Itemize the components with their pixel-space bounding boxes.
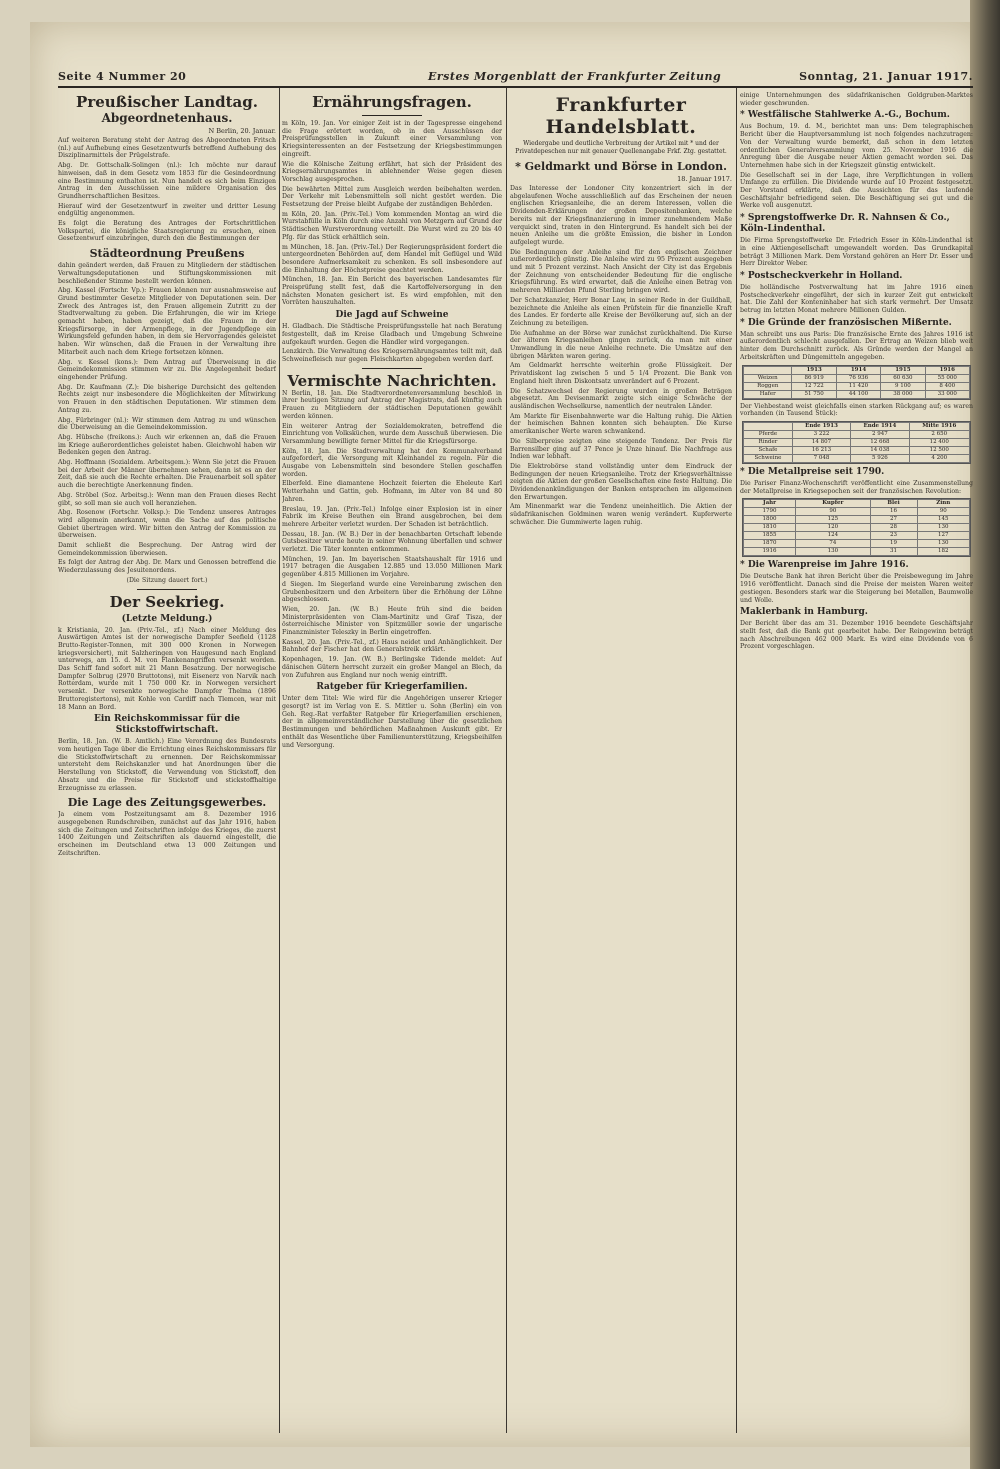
table-header-cell: 1914 — [836, 366, 880, 374]
table-cell: 28 — [870, 524, 917, 532]
paragraph: Abg. Dr. Gottschalk-Solingen (nl.): Ich möchte nur darauf hinweisen, daß in dem Gesetz vom 1853 für die Gesindeordnung eine Bestimmung enthalten ist. Nun handelt es sich beim Einzigen Antrag in den Ausschüssen eine mildere Organisation des Grundherrschaftlichen Besitzes. — [58, 162, 276, 200]
table-cell: 130 — [796, 548, 870, 556]
table-row — [744, 430, 970, 438]
column-ernaehrung — [282, 92, 502, 751]
paragraph: Am Geldmarkt herrschte weiterhin große Flüssigkeit. Der Privatdiskont lag zwischen 5 und 5 1/4 Prozent. Die Bank von England hielt ihren Diskontsatz unverändert auf 6 Prozent. — [510, 362, 732, 385]
divider — [362, 115, 422, 116]
paragraph: Die bewährten Mittel zum Ausgleich werden beibehalten werden. Der Verkehr mit Lebensmitteln soll nicht gestört werden. Die Festsetzung der Preise bleibt Aufgabe der zuständigen Behörden. — [282, 185, 502, 209]
page-edge-shadow — [970, 0, 1000, 1469]
section-heading: * Sprengstoffwerke Dr. R. Nahnsen & Co., Köln-Lindenthal. — [740, 213, 950, 235]
dateline: N Berlin, 20. Januar. — [208, 127, 276, 135]
table-cell: 2 650 — [909, 430, 969, 438]
paragraph: einige Unternehmungen des südafrikanischen Goldgruben-Marktes wieder geschwunden. — [740, 92, 973, 107]
article-title: Preußischer Landtag. — [76, 93, 258, 111]
section-heading: Die Jagd auf Schweine — [335, 310, 449, 321]
table-cell: 12 400 — [909, 438, 969, 446]
table-cell: 60 630 — [881, 374, 925, 382]
table-cell: 12 500 — [909, 446, 969, 454]
paragraph: Auf weiteren Beratung steht der Antrag des Abgeordneten Fritsch (nl.) auf Aufhebung eines Gesetzentwurfs betreffend Aufhebung des Disziplinarmittels der Prügelstrafe. — [58, 137, 276, 160]
paragraph: Abg. Ströbel (Soz. Arbeitsg.): Wenn man den Frauen dieses Recht gibt, so soll man sie auch voll heranziehen. — [58, 491, 276, 507]
paragraph: Wie die Kölnische Zeitung erfährt, hat sich der Präsident des Kriegsernährungsamtes in ablehnender Weise gegen diesen Vorschlag ausgesprochen. — [282, 160, 502, 183]
paragraph: Abg. Fürbringer (nl.): Wir stimmen dem Antrag zu und wünschen die Überweisung an die Gemeindekommission. — [58, 416, 276, 432]
table-cell: 14 038 — [851, 446, 909, 454]
metal-prices-table — [742, 498, 971, 557]
paragraph: (Die Sitzung dauert fort.) — [126, 576, 208, 584]
table-header-cell: Kupfer — [796, 500, 870, 508]
table-cell: 51 750 — [792, 390, 836, 398]
article-title: * Geldmarkt und Börse in London. — [515, 160, 727, 173]
header-date: Sonntag, 21. Januar 1917. — [799, 70, 973, 83]
table-header-row — [744, 500, 970, 508]
table-cell: 44 100 — [836, 390, 880, 398]
article-title: Ernährungsfragen. — [312, 93, 472, 111]
table-cell: Roggen — [744, 382, 792, 390]
paragraph: Die Bedingungen der Anleihe sind für den englischen Zeichner außerordentlich günstig. Die Anleihe wird zu 95 Prozent ausgegeben und mit 5 Prozent verzinst. Nach Ansicht der City ist das Ergebnis der Zeichnung von entscheidender Bedeutung für die englische Kriegsführung. Es wird erwartet, daß die Anleihe einen Betrag von mehreren Milliarden Pfund Sterling bringen wird. — [510, 248, 732, 295]
table-cell: 19 — [870, 540, 917, 548]
table-cell: 38 000 — [881, 390, 925, 398]
table-cell: 125 — [796, 516, 870, 524]
table-cell: 33 000 — [925, 390, 969, 398]
table-cell: Schafe — [744, 446, 793, 454]
paragraph: Es folgt die Beratung des Antrages der Fortschrittlichen Volkspartei, die königliche Staatsregierung zu ersuchen, einen Gesetzentwurf einzubringen, durch den die Bestimmungen der — [58, 220, 276, 243]
table-cell: 1790 — [744, 508, 796, 516]
paragraph: Abg. Kassel (Fortschr. Vp.): Frauen können nur ausnahmsweise auf Grund bestimmter Gesetze Mitglieder von Deputationen sein. Der Zweck des Antrages ist, den Frauen allgemein Zutritt zu der Stadtverwaltung zu geben. Die Erfahrungen, die wir im Kriege gemacht haben, haben gezeigt, daß die Frauen in der Kriegsfürsorge, in der Armenpflege, in der Jugendpflege ein Wirkungsfeld gefunden haben, in dem sie Hervorragendes geleistet haben. Wir wünschen, daß die Frauen in der Verwaltung ihre Mitarbeit auch nach dem Kriege fortsetzen können. — [58, 287, 276, 356]
paragraph: Der Bericht über das am 31. Dezember 1916 beendete Geschäftsjahr stellt fest, daß die Bank gut gearbeitet habe. Der Reingewinn beträgt nach Abschreibungen 462 000 Mark. Es wird eine Dividende von 6 Prozent vorgeschlagen. — [740, 620, 973, 651]
section-heading: Ratgeber für Kriegerfamilien. — [316, 682, 468, 693]
table-cell: 1810 — [744, 524, 796, 532]
paragraph: München, 18. Jan. Ein Bericht des bayerischen Landesamtes für Preisprüfung stellt fest, daß die Kartoffelversorgung in den nächsten Monaten gesichert ist. Es wird empfohlen, mit den Vorräten hauszuhalten. — [282, 276, 502, 307]
section-heading: * Die Warenpreise im Jahre 1916. — [740, 560, 909, 571]
column-landtag — [58, 92, 276, 859]
section-heading: Ein Reichskommissar für die Stickstoffwirtschaft. — [94, 714, 240, 736]
table-row — [744, 508, 970, 516]
table-header-row — [744, 422, 970, 430]
table-cell: Hafer — [744, 390, 792, 398]
paragraph: Köln, 18. Jan. Die Stadtverwaltung hat den Kommunalverband aufgefordert, die Versorgung mit Kleinhandel zu regeln. Für die Ausgabe von Lebensmitteln sind besondere Stellen geschaffen worden. — [282, 447, 502, 478]
table-cell: 127 — [917, 532, 969, 540]
table-cell: 12 722 — [792, 382, 836, 390]
section-heading: * Die Gründe der französischen Mißernte. — [740, 317, 952, 328]
article-title: Vermischte Nachrichten. — [287, 371, 497, 390]
paragraph: dahin geändert werden, daß Frauen zu Mitgliedern der städtischen Verwaltungsdeputationen und Stiftungskommissionen mit beschließender Stimme bestellt werden können. — [58, 262, 276, 285]
table-header-cell: Jahr — [744, 500, 796, 508]
paragraph: Der Viehbestand weist gleichfalls einen starken Rückgang auf; es waren vorhanden (in Tausend Stück): — [740, 402, 973, 418]
table-row — [744, 548, 970, 556]
table-cell: 90 — [917, 508, 969, 516]
paragraph: Kassel, 20. Jan. (Priv.-Tel., zf.) Haus neidet und Anhänglichkeit. Der Bahnhof der Fischer hat den Generalstreik erklärt. — [282, 638, 502, 654]
paragraph: Die holländische Postverwaltung hat im Jahre 1916 einen Postscheckverkehr eingeführt, der sich in kurzer Zeit gut entwickelt hat. Die Zahl der Konteninhaber hat sich stark vermehrt. Der Umsatz betrug im letzten Monat mehrere Millionen Gulden. — [740, 283, 973, 315]
table-cell: Rinder — [744, 438, 793, 446]
masthead-note: Wiedergabe und deutliche Verbreitung der Artikel mit * und der Privatdepeschen nur mit genauer Quellenangabe Frkf. Ztg. gestattet. — [515, 140, 727, 155]
paragraph: N Berlin, 18. Jan. Die Stadtverordnetenversammlung beschloß in ihrer heutigen Sitzung auf Antrag der Magistrats, daß künftig auch Frauen zu Mitgliedern der städtischen Deputationen gewählt werden können. — [282, 389, 502, 420]
header-page-number: Seite 4 Nummer 20 — [58, 70, 187, 83]
column-divider — [279, 88, 280, 1433]
table-cell: 55 000 — [925, 374, 969, 382]
table-row — [744, 454, 970, 462]
divider — [137, 589, 197, 590]
paragraph: Kopenhagen, 19. Jan. (W. B.) Berlingske Tidende meldet: Auf dänischen Gütern herrscht zurzeit ein großer Mangel an Blech, da von Zufuhren aus England nur noch wenig eintrifft. — [282, 656, 502, 679]
table-row — [744, 374, 970, 382]
paragraph: Abg. v. Kessel (kons.): Dem Antrag auf Überweisung in die Gemeindekommission stimmen wir zu. Die Angelegenheit bedarf eingehender Prüfung. — [58, 358, 276, 381]
column-wirtschaft — [740, 92, 973, 653]
paragraph: Elberfeld. Eine diamantene Hochzeit feierten die Eheleute Karl Wetterhahn und Gattin, geb. Hofmann, im Alter von 84 und 80 Jahren. — [282, 480, 502, 503]
table-cell: 16 213 — [792, 446, 850, 454]
paragraph: Unter dem Titel: Wie wird für die Angehörigen unserer Krieger gesorgt? ist im Verlag von E. S. Mittler u. Sohn (Berlin) ein von Geh. Reg.-Rat verfaßter Ratgeber für Kriegerfamilien erschienen, der in allgemeinverständlicher Darstellung über die gesetzlichen Bestimmungen und behördlichen Maßnahmen Auskunft gibt. Er enthält das Wesentliche über Familienunterstützung, Kriegsbeihilfen und Versorgung. — [282, 695, 502, 749]
paragraph: Dessau, 18. Jan. (W. B.) Der in der benachbarten Ortschaft lebende Gutsbesitzer wurde heute in seiner Wohnung überfallen und schwer verletzt. Die Täter konnten entkommen. — [282, 530, 502, 554]
section-heading: * Die Metallpreise seit 1790. — [740, 466, 885, 477]
paragraph: Aus Bochum, 19. d. M., berichtet man uns: Dem telegraphischen Bericht über die Hauptversammlung ist noch folgendes nachzutragen: Von der Verwaltung wurde bemerkt, daß schon in dem letzten ordentlichen Generalversammlung vom 25. November 1916 die Anregung über die Ausgabe neuer Aktien gemacht worden sei. Das Unternehmen habe sich in der Kriegszeit günstig entwickelt. — [740, 123, 973, 169]
table-cell: 11 420 — [836, 382, 880, 390]
header-masthead: Erstes Morgenblatt der Frankfurter Zeitung — [428, 70, 722, 83]
paragraph: k Kristiania, 20. Jan. (Priv.-Tel., zf.) Nach einer Meldung des Auswärtigen Amtes ist der norwegische Dampfer Seefield (1128 Brutto-Register-Tonnen, mit 300 000 Kronen in Norwegen kriegsversichert), mit Salzheringen von Haugesund nach England unterwegs, am 15. d. M. von Flankenangriffen versenkt worden. Das Schiff fand sofort mit 21 Mann Besatzung. Der norwegische Dampfer Solbrug (2970 Bruttotons), mit Eisenerz von Narvik nach Rotterdam, wurde mit 1 750 000 Kr. in Norwegen versichert versenkt. Der versenkte norwegische Dampfer Thelma (1896 Bruttoregistertons), mit Kohle von Cardiff nach Tlemcen, war mit 18 Mann an Bord. — [58, 626, 276, 711]
table-cell: 31 — [870, 548, 917, 556]
table-cell: 1870 — [744, 540, 796, 548]
section-heading: Städteordnung Preußens — [89, 247, 245, 261]
table-header-cell: 1916 — [925, 366, 969, 374]
table-cell: 76 936 — [836, 374, 880, 382]
table-cell: Pferde — [744, 430, 793, 438]
divider — [362, 368, 422, 369]
paragraph: Breslau, 19. Jan. (Priv.-Tel.) Infolge einer Explosion ist in einer Fabrik im Kreise Beuthen ein Brand ausgebrochen, bei dem mehrere Arbeiter verletzt wurden. Der Schaden ist beträchtlich. — [282, 505, 502, 528]
table-row — [744, 390, 970, 398]
table-cell: 182 — [917, 548, 969, 556]
table-cell: 14 807 — [792, 438, 850, 446]
paragraph: Abg. Hoffmann (Sozialdem. Arbeitsgem.): Wenn Sie jetzt die Frauen bei der Arbeit der Männer übernehmen sehen, dann ist es an der Zeit, daß sie auch die Rechte erhalten. Die Frauenarbeit soll später auch die berechtigte Anerkennung finden. — [58, 459, 276, 490]
paragraph: Die Gesellschaft sei in der Lage, ihre Verpflichtungen in vollem Umfange zu erfüllen. Die Dividende wurde auf 10 Prozent festgesetzt. Der Vorstand erklärte, daß die Aussichten für das laufende Geschäftsjahr befriedigend seien. Die Beschäftigung sei gut und die Werke voll ausgenutzt. — [740, 171, 973, 210]
article-subtitle: Abgeordnetenhaus. — [101, 111, 233, 125]
table-header-cell — [744, 366, 792, 374]
section-heading: * Westfälische Stahlwerke A.-G., Bochum. — [740, 110, 950, 121]
paragraph: Abg. Dr. Kaufmann (Z.): Die bisherige Durchsicht des geltenden Rechts zeigt nur insbesondere die Möglichkeiten der Mitwirkung von Frauen in den städtischen Deputationen. Wir stimmen dem Antrag zu. — [58, 383, 276, 414]
table-cell: 2 947 — [851, 430, 909, 438]
table-cell: 8 400 — [925, 382, 969, 390]
table-cell: 16 — [870, 508, 917, 516]
column-handelsblatt — [510, 92, 732, 529]
column-divider — [736, 88, 737, 1433]
paragraph: Ein weiterer Antrag der Sozialdemokraten, betreffend die Einrichtung von Volksküchen, wurde dem Ausschuß überwiesen. Die Versammlung bewilligte ferner Mittel für die Kriegsfürsorge. — [282, 422, 502, 445]
paragraph: m München, 18. Jan. (Priv.-Tel.) Der Regierungspräsident fordert die untergeordneten Behörden auf, dem Handel mit Geflügel und Wild besondere Aufmerksamkeit zu schenken. Es soll insbesondere auf die Einhaltung der Höchstpreise geachtet werden. — [282, 243, 502, 274]
paragraph: Die Aufnahme an der Börse war zunächst zurückhaltend. Die Kurse der älteren Kriegsanleihen gingen zurück, da man mit einer Umwandlung in die neue Anleihe rechnete. Die Umsätze auf den übrigen Märkten waren gering. — [510, 329, 732, 360]
table-cell: 12 668 — [851, 438, 909, 446]
column-divider — [506, 88, 507, 1433]
table-cell: 1800 — [744, 516, 796, 524]
table-cell: 90 — [796, 508, 870, 516]
livestock-table — [742, 421, 971, 464]
table-row — [744, 516, 970, 524]
paragraph: Die Firma Sprengstoffwerke Dr. Friedrich Esser in Köln-Lindenthal ist in eine Aktiengesellschaft umgewandelt worden. Das Grundkapital beträgt 3 Millionen Mark. Dem Vorstand gehören an Herr Dr. Esser und Herr Direktor Weber. — [740, 237, 973, 268]
table-cell: Weizen — [744, 374, 792, 382]
table-row — [744, 532, 970, 540]
paragraph: Ja einem vom Postzeitungsamt am 8. Dezember 1916 ausgegebenen Rundschreiben, zunächst auf das Jahr 1916, haben sich die Zeitungen und Zeitschriften infolge des Krieges, die zuerst 1400 Zeitungen und Zeitschriften als dauernd eingestellt, die erscheinen im Deutschland etwa 13 000 Zeitungen und Zeitschriften. — [58, 811, 276, 857]
paragraph: H. Gladbach. Die Städtische Preisprüfungsstelle hat nach Beratung festgestellt, daß im Kreise Gladbach und Umgebung Schweine aufgekauft wurden. Gegen die Händler wird vorgegangen. — [282, 323, 502, 346]
paragraph: Das Interesse der Londoner City konzentriert sich in der abgelaufenen Woche ausschließlich auf das Erscheinen der neuen englischen Kriegsanleihe, die an derem Interessen, vollen die Dividenden-Erklärungen der großen Depositenbanken, welche bereits mit der Kriegsfinanzierung in immer zunehmendem Maße verquickt sind, traten in den Hintergrund. Es handelt sich bei der neuen Anleihe um die größte Emission, die bisher in London aufgelegt wurde. — [510, 185, 732, 246]
article-subtitle: (Letzte Meldung.) — [121, 613, 213, 624]
table-cell: 130 — [917, 540, 969, 548]
section-heading: Die Lage des Zeitungsgewerbes. — [67, 796, 267, 810]
table-cell: 86 919 — [792, 374, 836, 382]
dateline: 18. Januar 1917. — [677, 175, 732, 183]
page-header — [58, 70, 973, 86]
table-row — [744, 524, 970, 532]
section-heading: Maklerbank in Hamburg. — [740, 607, 868, 618]
paragraph: Damit schließt die Besprechung. Der Antrag wird der Gemeindekommission überwiesen. — [58, 542, 276, 557]
table-header-cell: Blei — [870, 500, 917, 508]
paragraph: d Siegen. Im Siegerland wurde eine Vereinbarung zwischen den Grubenbesitzern und den Arbeitern über die Erhöhung der Löhne abgeschlossen. — [282, 580, 502, 604]
table-header-cell: Mitte 1916 — [909, 422, 969, 430]
paragraph: Es folgt der Antrag der Abg. Dr. Marx und Genossen betreffend die Wiederzulassung des Jesuitenordens. — [58, 559, 276, 575]
table-cell: 4 200 — [909, 454, 969, 462]
paragraph: Die Silberpreise zeigten eine steigende Tendenz. Der Preis für Barrensilber ging auf 37 Pence je Unze hinauf. Die Nachfrage aus Indien war lebhaft. — [510, 437, 732, 461]
paragraph: m Köln, 19. Jan. Vor einiger Zeit ist in der Tagespresse eingehend die Frage erörtert worden, ob in den Ausschüssen der Preisprüfungsstellen in Zukunft einer Versammlung von Kriegsinteressenten an der Festsetzung der Kriegsbestimmungen eingreift. — [282, 120, 502, 158]
paragraph: m Köln, 20. Jan. (Priv.-Tel.) Vom kommenden Montag an wird die Wurstabfülle in Köln durch eine Anzahl von Metzgern auf Grund der Städtischen Wurstverordnung verteilt. Die Wurst wird zu 20 bis 40 Pfg. für das Stück erhältlich sein. — [282, 210, 502, 241]
table-cell: 5 926 — [851, 454, 909, 462]
paragraph: Die Schatzwechsel der Regierung wurden in großen Beträgen abgesetzt. Am Devisenmarkt zeigte sich einige Schwäche der ausländischen Wechselkurse, namentlich der neutralen Länder. — [510, 387, 732, 410]
table-cell: 27 — [870, 516, 917, 524]
paragraph: Wien, 20. Jan. (W. B.) Heute früh sind die beiden Ministerpräsidenten von Clam-Martinitz und Graf Tisza, der österreichische Minister von Spitzmüller sowie der ungarische Finanzminister Teleszky in Berlin eingetroffen. — [282, 605, 502, 637]
table-header-cell: Ende 1913 — [792, 422, 850, 430]
harvest-table — [742, 365, 971, 400]
paragraph: Die Pariser Finanz-Wochenschrift veröffentlicht eine Zusammenstellung der Metallpreise in Kriegsepochen seit der französischen Revolution: — [740, 479, 973, 495]
table-cell: 130 — [917, 524, 969, 532]
paragraph: Am Minenmarkt war die Tendenz uneinheitlich. Die Aktien der südafrikanischen Goldminen waren wenig verändert. Kupferwerte schwächer. Die Gummiwerte lagen ruhig. — [510, 503, 732, 526]
paragraph: Die Deutsche Bank hat ihren Bericht über die Preisbewegung im Jahre 1916 veröffentlicht. Danach sind die Preise der meisten Waren weiter gestiegen. Besonders stark war die Steigerung bei Metallen, Baumwolle und Wolle. — [740, 573, 973, 604]
table-cell: 9 100 — [881, 382, 925, 390]
table-header-row — [744, 366, 970, 374]
table-cell: 1916 — [744, 548, 796, 556]
paragraph: Berlin, 18. Jan. (W. B. Amtlich.) Eine Verordnung des Bundesrats vom heutigen Tage über die Errichtung eines Reichskommissars für die Stickstoffwirtschaft zu ernennen. Der Reichskommissar untersteht dem Reichskanzler und hat Anordnungen über die Herstellung von Stickstoff, die Verwendung von Stickstoff, den Absatz und die Preise für Stickstoff und stickstoffhaltige Erzeugnisse zu erlassen. — [58, 738, 276, 792]
paragraph: München, 19. Jan. Im bayerischen Staatshaushalt für 1916 und 1917 betragen die Ausgaben 12.885 und 13.050 Millionen Mark gegenüber 4.815 Millionen im Vorjahre. — [282, 555, 502, 579]
article-title: Der Seekrieg. — [109, 592, 225, 611]
paragraph: Abg. Rosenow (Fortschr. Volksp.): Die Tendenz unseres Antrages wird allgemein anerkannt, wenn die Sache auf das politische Gebiet übertragen wird. Wir bitten den Antrag der Kommission zu überweisen. — [58, 509, 276, 540]
table-header-cell: Zinn — [917, 500, 969, 508]
paragraph: Der Schatzkanzler, Herr Bonar Law, in seiner Rede in der Guildhall, bezeichnete die Anleihe als einen Prüfstein für die finanzielle Kraft des Landes. Er forderte alle Kreise der Bevölkerung auf, sich an der Zeichnung zu beteiligen. — [510, 296, 732, 327]
table-header-cell: Ende 1914 — [851, 422, 909, 430]
table-row — [744, 446, 970, 454]
table-cell: 124 — [796, 532, 870, 540]
table-header-cell: 1915 — [881, 366, 925, 374]
table-row — [744, 438, 970, 446]
table-cell: 3 222 — [792, 430, 850, 438]
paragraph: Am Markte für Eisenbahnwerte war die Haltung ruhig. Die Aktien der heimischen Bahnen konnten sich behaupten. Die Kurse amerikanischer Werte waren schwankend. — [510, 412, 732, 436]
table-cell: 1855 — [744, 532, 796, 540]
table-cell: 145 — [917, 516, 969, 524]
table-cell: Schweine — [744, 454, 793, 462]
header-rule — [58, 86, 973, 88]
table-cell: 23 — [870, 532, 917, 540]
table-cell: 74 — [796, 540, 870, 548]
table-row — [744, 382, 970, 390]
table-header-cell — [744, 422, 793, 430]
paragraph: Lenzkirch. Die Verwaltung des Kriegsernährungsamtes teilt mit, daß Schweinefleisch nur gegen Fleischkarten abgegeben werden darf. — [282, 348, 502, 363]
section-masthead: Frankfurter Handelsblatt. — [545, 94, 697, 138]
paragraph: Abg. Hübsche (freikons.): Auch wir erkennen an, daß die Frauen im Kriege außerordentliches geleistet haben. Gleichwohl haben wir Bedenken gegen den Antrag. — [58, 433, 276, 457]
section-heading: * Postscheckverkehr in Holland. — [740, 270, 903, 281]
paragraph: Hierauf wird der Gesetzentwurf in zweiter und dritter Lesung endgültig angenommen. — [58, 202, 276, 218]
table-cell: 120 — [796, 524, 870, 532]
table-header-cell: 1913 — [792, 366, 836, 374]
paragraph: Die Elektrobörse stand vollständig unter dem Eindruck der Bedingungen der neuen Kriegsanleihe. Trotz der Kriegsverhältnisse zeigten die Aktien der großen Gesellschaften eine feste Haltung. Die Dividendenankündigungen der Banken entsprachen im allgemeinen den Erwartungen. — [510, 462, 732, 501]
table-cell: 7 048 — [792, 454, 850, 462]
table-row — [744, 540, 970, 548]
paragraph: Man schreibt uns aus Paris: Die französische Ernte des Jahres 1916 ist außerordentlich schlecht ausgefallen. Der Ertrag an Weizen blieb weit hinter dem Durchschnitt zurück. Als Gründe werden der Mangel an Arbeitskräften und Düngemitteln angegeben. — [740, 330, 973, 361]
